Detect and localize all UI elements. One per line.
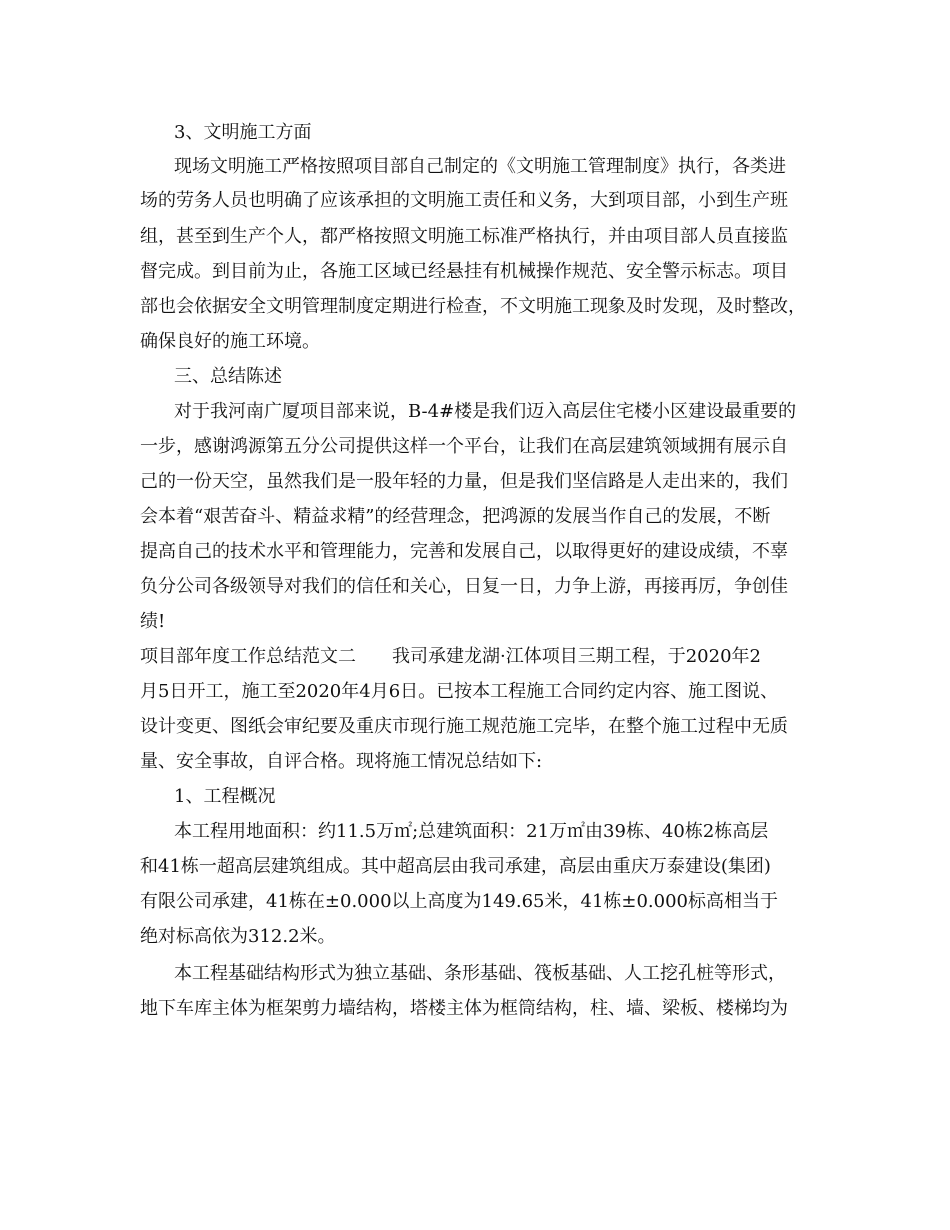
paragraph-line: 绝对标高依为312.2米。 <box>140 926 336 947</box>
paragraph-line: 提高自己的技术水平和管理能力，完善和发展自己，以取得更好的建设成绩，不辜 <box>140 541 788 562</box>
paragraph-line: 月5日开工，施工至2020年4月6日。已按本工程施工合同约定内容、施工图说、 <box>140 681 779 702</box>
paragraph-line: 和41栋一超高层建筑组成。其中超高层由我司承建，高层由重庆万泰建设(集团) <box>140 856 771 877</box>
section-heading-project-overview: 1、工程概况 <box>174 786 276 807</box>
paragraph-line: 场的劳务人员也明确了应该承担的文明施工责任和义务，大到项目部，小到生产班 <box>140 190 788 211</box>
paragraph-line: 设计变更、图纸会审纪要及重庆市现行施工规范施工完毕，在整个施工过程中无质 <box>140 716 788 737</box>
section-heading-civilized-construction: 3、文明施工方面 <box>174 122 312 143</box>
paragraph-line: 量、安全事故，自评合格。现将施工情况总结如下: <box>140 751 543 772</box>
paragraph-line: 有限公司承建，41栋在±0.000以上高度为149.65米，41栋±0.000标高相当于 <box>140 891 779 912</box>
paragraph-line: 一步，感谢鸿源第五分公司提供这样一个平台，让我们在高层建筑领域拥有展示自 <box>140 436 788 457</box>
paragraph-line: 地下车库主体为框架剪力墙结构，塔楼主体为框筒结构，柱、墙、梁板、楼梯均为 <box>140 998 788 1019</box>
paragraph-line: 绩! <box>140 611 166 632</box>
paragraph-line: 会本着“艰苦奋斗、精益求精”的经营理念，把鸿源的发展当作自己的发展，不断 <box>140 506 771 527</box>
paragraph-line: 本工程用地面积：约11.5万㎡;总建筑面积：21万㎡由39栋、40栋2栋高层 <box>174 821 769 842</box>
paragraph-line: 确保良好的施工环境。 <box>140 331 320 352</box>
article-title-line: 项目部年度工作总结范文二 我司承建龙湖·江体项目三期工程，于2020年2 <box>140 646 761 667</box>
paragraph-line: 本工程基础结构形式为独立基础、条形基础、筏板基础、人工挖孔桩等形式， <box>174 963 786 984</box>
paragraph-line: 对于我河南广厦项目部来说，B-4#楼是我们迈入高层住宅楼小区建设最重要的 <box>174 401 797 422</box>
paragraph-line: 组，甚至到生产个人，都严格按照文明施工标准严格执行，并由项目部人员直接监 <box>140 226 788 247</box>
paragraph-line: 负分公司各级领导对我们的信任和关心，日复一日，力争上游，再接再厉，争创佳 <box>140 576 788 597</box>
paragraph-line: 督完成。到目前为止，各施工区域已经悬挂有机械操作规范、安全警示标志。项目 <box>140 261 788 282</box>
paragraph-line: 部也会依据安全文明管理制度定期进行检查，不文明施工现象及时发现，及时整改， <box>140 296 806 317</box>
section-heading-summary: 三、总结陈述 <box>174 366 282 387</box>
paragraph-line: 现场文明施工严格按照项目部自己制定的《文明施工管理制度》执行，各类进 <box>174 156 786 177</box>
paragraph-line: 己的一份天空，虽然我们是一股年轻的力量，但是我们坚信路是人走出来的，我们 <box>140 471 788 492</box>
